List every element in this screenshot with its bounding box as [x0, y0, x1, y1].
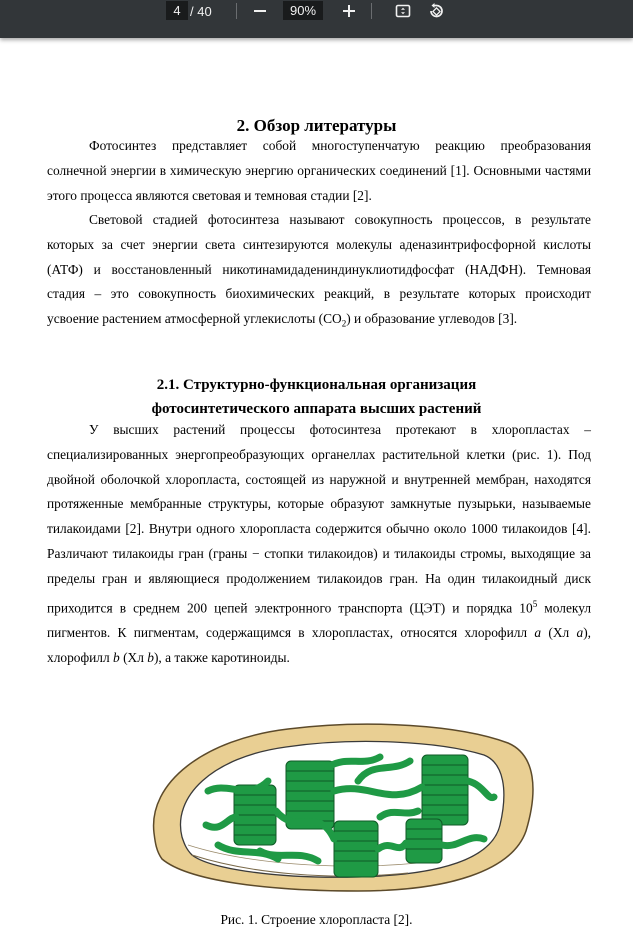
paragraph-text: (Хл [119, 649, 148, 665]
rotate-button[interactable] [425, 0, 447, 22]
paragraph-text: ) и образование углеводов [3]. [346, 311, 518, 327]
fit-to-page-button[interactable] [392, 0, 414, 22]
paragraph-photosynthesis-intro [47, 134, 591, 208]
superscript: 5 [532, 598, 538, 609]
paragraph-chloroplast-structure [47, 418, 591, 670]
paragraph-text: ), хлорофилл [47, 624, 591, 665]
section-title: 2. Обзор литературы [236, 116, 397, 135]
paragraph-text: молекул пигментов. К пигментам, содержащимся в хлоропластах, относятся хлорофилл [47, 600, 591, 640]
plus-icon [343, 5, 355, 17]
pdf-page [0, 38, 633, 940]
italic-b: b [113, 649, 120, 665]
paragraph-text: Световой стадией фотосинтеза называют совокупность процессов, в результате которых за счет энергии света синтезируются молекулы аденазинтрифосфорной кислоты (АТФ) и восстановленный никотинамидадениндинуклиотидфосфат (НАДФН). Темновая стадия – это совокупность биохимических реакций, в результате которых происходит усвоение растением атмосферной углекислоты (CO [47, 212, 591, 327]
zoom-in-button[interactable] [338, 0, 360, 22]
paragraph-light-dark-stages [47, 208, 591, 337]
paragraph-text: Фотосинтез представляет собой многоступенчатую реакцию преобразования солнечной энергии в химическую энергию органических соединений [1]. Основными частями этого процесса являются световая и темновая стадии [2]. [47, 138, 591, 203]
paragraph-text: (Хл [541, 624, 577, 640]
pdf-toolbar [0, 0, 633, 38]
subsection-title-line1: 2.1. Структурно-функциональная организация [156, 377, 477, 393]
page-number-input[interactable]: 4 [166, 1, 188, 20]
paragraph-text: ), а также каротиноиды. [153, 649, 290, 665]
italic-a: a [534, 624, 542, 640]
zoom-level-input[interactable]: 90% [283, 1, 323, 20]
subscript: 2 [341, 318, 347, 329]
page-total: / 40 [190, 3, 212, 19]
zoom-out-button[interactable] [249, 0, 271, 22]
minus-icon [254, 5, 266, 17]
fit-page-icon [395, 3, 411, 19]
toolbar-divider [236, 3, 237, 19]
figure-caption: Рис. 1. Строение хлоропласта [2]. [220, 912, 413, 927]
subsection-title-line2: фотосинтетического аппарата высших растений [151, 401, 482, 417]
rotate-icon [427, 2, 445, 20]
chloroplast-illustration [148, 721, 534, 893]
paragraph-text: У высших растений процессы фотосинтеза протекают в хлоропластах – специализированных энергопреобразующих органеллах растительной клетки (рис. 1). Под двойной оболочкой хлоропласта, состоящей из наружной и внутренней мембран, находятся протяженные мембранные структуры, которые образуют замкнутые пузырьки, называемые тилакоидами [2]. Внутри одного хлоропласта содержится обычно около 1000 тилакоидов [4]. Различают тилакоиды гран (граны − стопки тилакоидов) и тилакоиды стромы, выходящие за пределы гран и являющиеся продолжением тилакоидов гран. На один тилакоидный диск приходится в среднем 200 цепей электронного транспорта (ЦЭТ) и порядка 10 [47, 422, 591, 616]
italic-a: a [576, 624, 584, 640]
toolbar-divider [371, 3, 372, 19]
italic-b: b [147, 649, 154, 665]
